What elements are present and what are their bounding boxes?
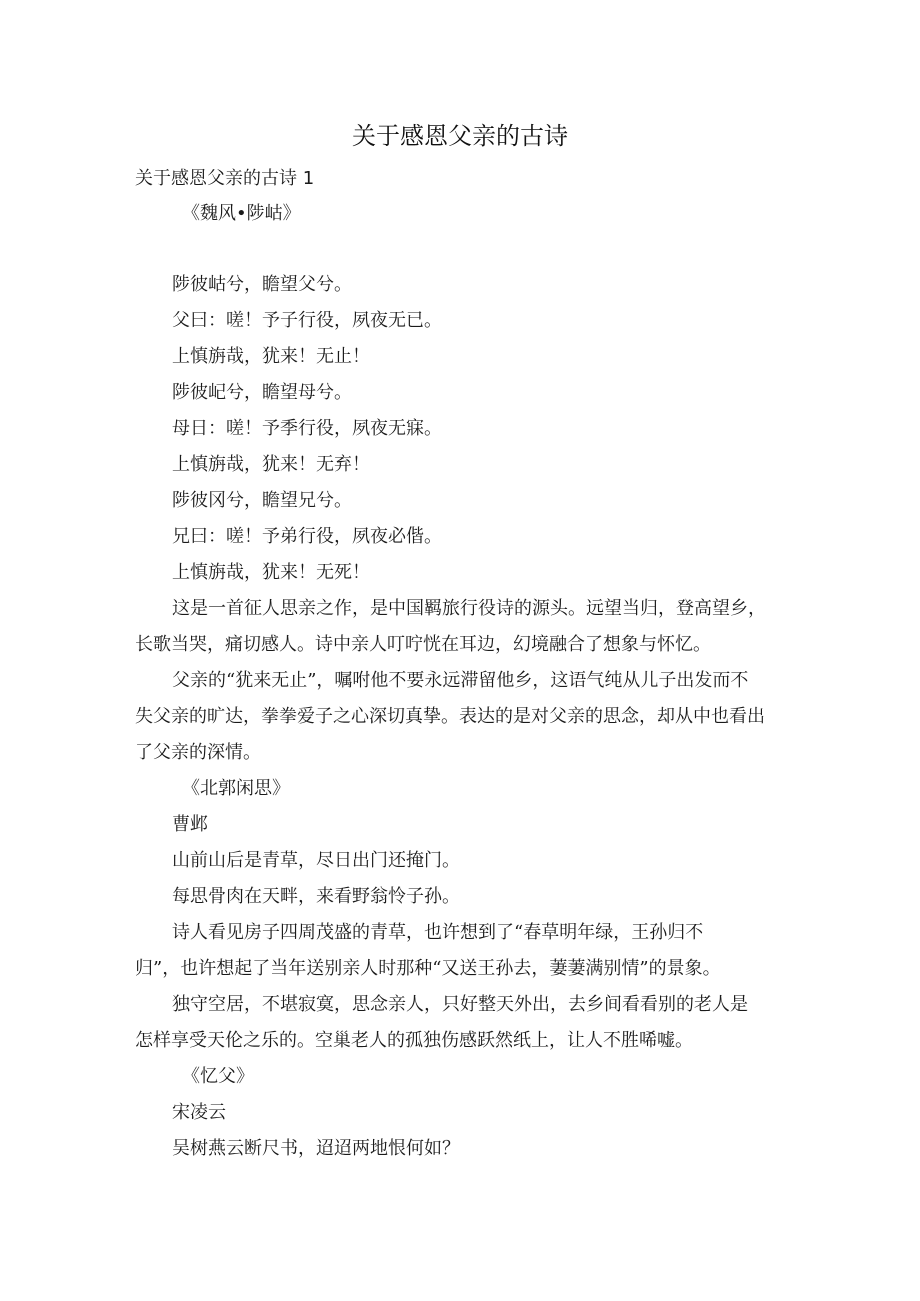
commentary-line: 这是一首征人思亲之作，是中国羁旅行役诗的源头。远望当归，登高望乡， — [172, 598, 766, 619]
poem-title: 《忆父》 — [182, 1066, 254, 1087]
commentary-line: 独守空居，不堪寂寞，思念亲人，只好整天外出，去乡间看看别的老人是 — [172, 994, 748, 1015]
commentary-line: 怎样享受天伦之乐的。空巢老人的孤独伤感跃然纸上，让人不胜唏嘘。 — [135, 1030, 693, 1051]
poem-author: 宋凌云 — [172, 1102, 226, 1123]
poem-line: 陟彼冈兮，瞻望兄兮。 — [172, 490, 352, 511]
commentary-line: 归”，也许想起了当年送别亲人时那种“又送王孙去，萋萋满别情”的景象。 — [135, 958, 721, 979]
poem-line: 上慎旃哉，犹来！无止！ — [172, 346, 370, 367]
poem-line: 兄曰：嗟！予弟行役，夙夜必偕。 — [172, 526, 442, 547]
poem-line: 每思骨肉在天畔，来看野翁怜子孙。 — [172, 886, 460, 907]
section-heading: 关于感恩父亲的古诗 1 — [135, 168, 315, 189]
commentary-line: 诗人看见房子四周茂盛的青草，也许想到了“春草明年绿，王孙归不 — [172, 922, 704, 943]
document-title: 关于感恩父亲的古诗 — [352, 122, 568, 150]
poem-line: 陟彼屺兮，瞻望母兮。 — [172, 382, 352, 403]
poem-line: 父曰：嗟！予子行役，夙夜无已。 — [172, 310, 442, 331]
poem-line: 上慎旃哉，犹来！无弃！ — [172, 454, 370, 475]
poem-author: 曹邺 — [172, 814, 208, 835]
poem-line: 山前山后是青草，尽日出门还掩门。 — [172, 850, 460, 871]
commentary-line: 了父亲的深情。 — [135, 742, 261, 763]
commentary-line: 失父亲的旷达，拳拳爱子之心深切真挚。表达的是对父亲的思念，却从中也看出 — [135, 706, 765, 727]
poem-line: 上慎旃哉，犹来！无死！ — [172, 562, 370, 583]
poem-line: 吴树燕云断尺书，迢迢两地恨何如？ — [172, 1138, 460, 1159]
poem-title: 《魏风•陟岵》 — [182, 203, 301, 224]
commentary-line: 长歌当哭，痛切感人。诗中亲人叮咛恍在耳边，幻境融合了想象与怀忆。 — [135, 634, 711, 655]
poem-title: 《北郭闲思》 — [182, 778, 290, 799]
poem-line: 母日：嗟！予季行役，夙夜无寐。 — [172, 418, 442, 439]
poem-line: 陟彼岵兮，瞻望父兮。 — [172, 274, 352, 295]
commentary-line: 父亲的“犹来无止”，嘱咐他不要永远滞留他乡，这语气纯从儿子出发而不 — [172, 670, 749, 691]
